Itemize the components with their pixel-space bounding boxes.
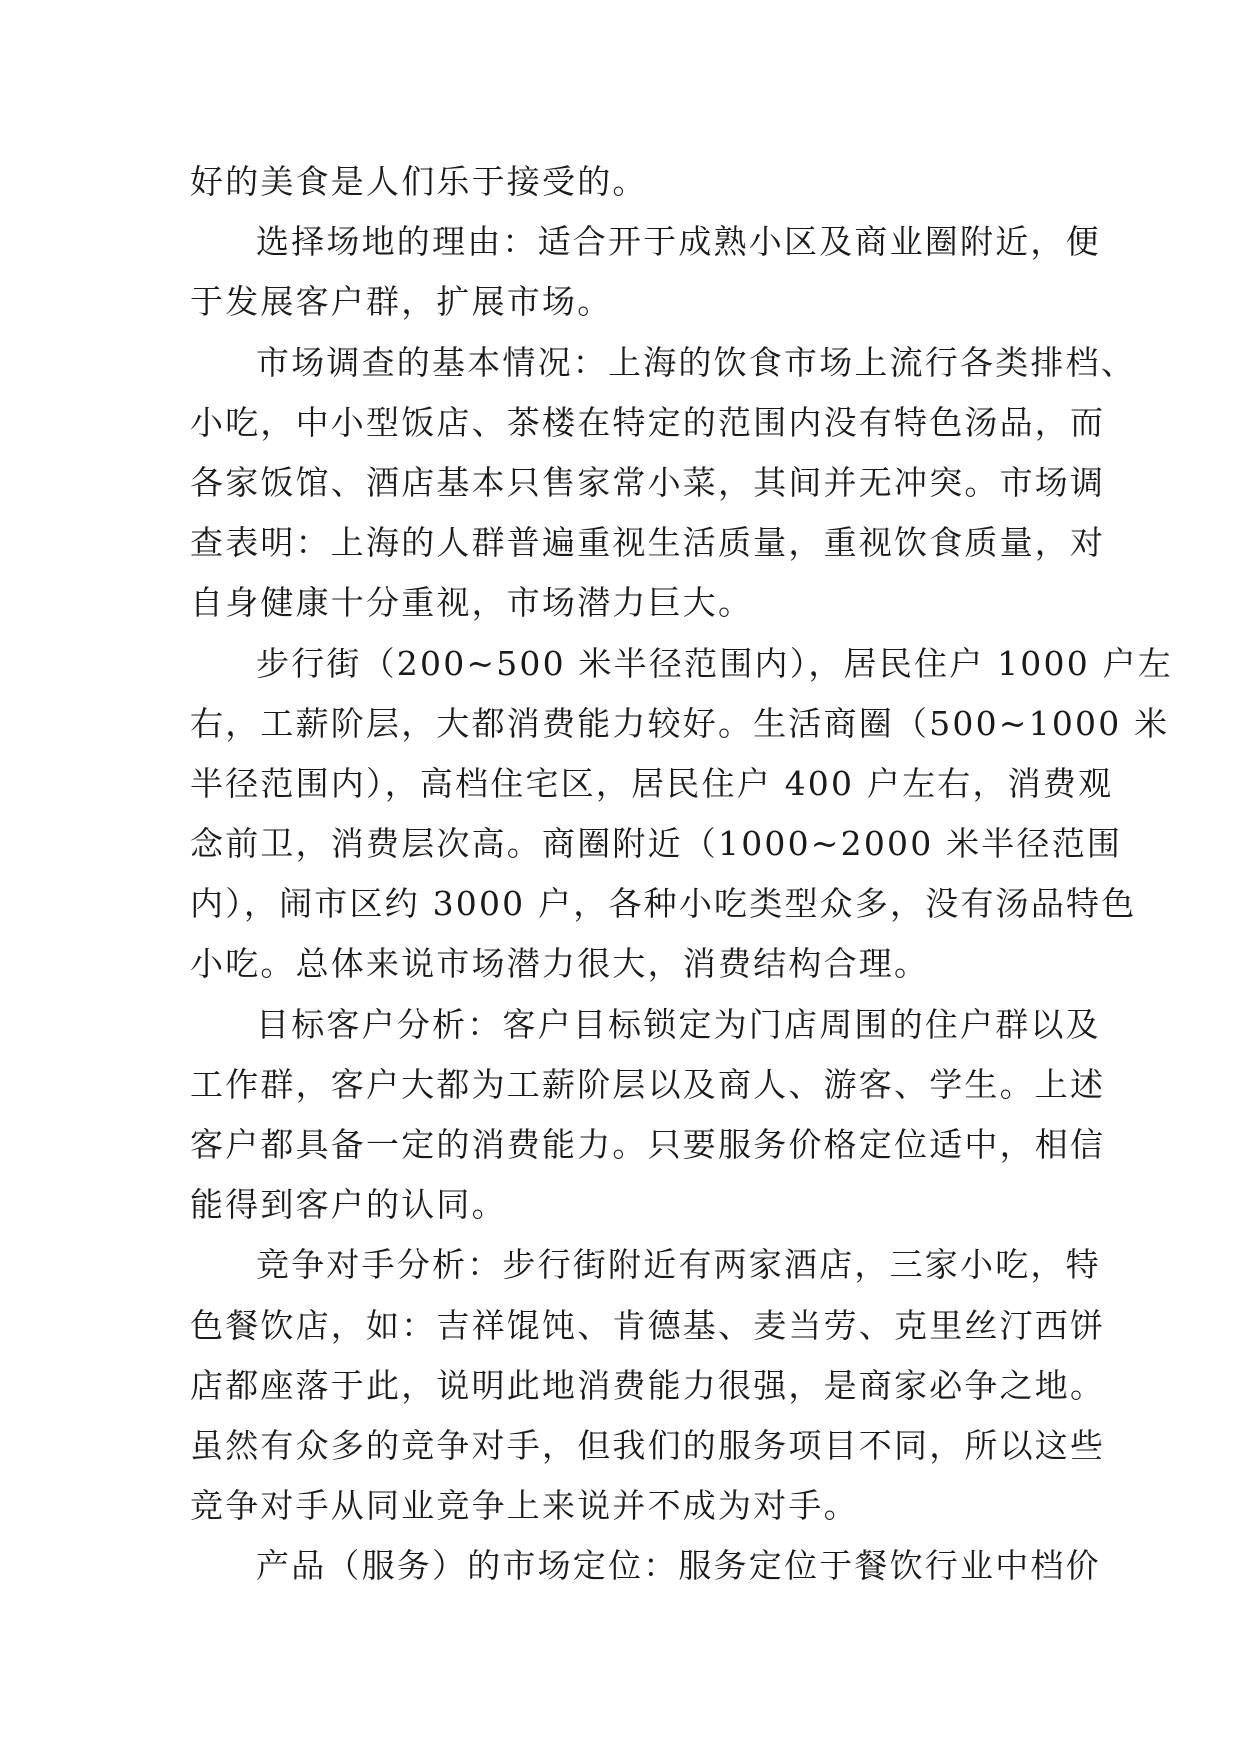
paragraph-first-line: 目标客户分析：客户目标锁定为门店周围的住户群以及 [256, 1004, 1101, 1044]
text-line: 内），闹市区约 3000 户，各种小吃类型众多，没有汤品特色 [190, 884, 1137, 924]
paragraph-first-line: 产品（服务）的市场定位：服务定位于餐饮行业中档价 [256, 1546, 1101, 1586]
paragraph-first-line: 竞争对手分析：步行街附近有两家酒店，三家小吃，特 [256, 1245, 1101, 1285]
text-line: 各家饭馆、酒店基本只售家常小菜，其间并无冲突。市场调 [190, 462, 1106, 502]
paragraph-first-line: 市场调查的基本情况：上海的饮食市场上流行各类排档、 [256, 342, 1136, 382]
text-line: 色餐饮店，如：吉祥馄饨、肯德基、麦当劳、克里丝汀西饼 [190, 1305, 1106, 1345]
text-line: 好的美食是人们乐于接受的。 [190, 162, 648, 201]
text-line: 于发展客户群，扩展市场。 [190, 282, 613, 322]
text-line: 查表明：上海的人群普遍重视生活质量，重视饮食质量，对 [190, 523, 1106, 563]
text-line: 竞争对手从同业竞争上来说并不成为对手。 [190, 1486, 859, 1526]
text-line: 小吃。总体来说市场潜力很大，消费结构合理。 [190, 944, 930, 984]
document-body [190, 152, 1173, 1597]
text-line: 店都座落于此，说明此地消费能力很强，是商家必争之地。 [190, 1365, 1106, 1405]
paragraph-first-line: 步行街（200~500 米半径范围内），居民住户 1000 户左 [256, 643, 1173, 683]
text-line: 虽然有众多的竞争对手，但我们的服务项目不同，所以这些 [190, 1425, 1106, 1465]
text-line: 念前卫，消费层次高。商圈附近（1000~2000 米半径范围 [190, 824, 1123, 864]
text-line: 自身健康十分重视，市场潜力巨大。 [190, 583, 754, 623]
text-line: 工作群，客户大都为工薪阶层以及商人、游客、学生。上述 [190, 1064, 1106, 1104]
text-line: 客户都具备一定的消费能力。只要服务价格定位适中，相信 [190, 1125, 1106, 1164]
text-line: 半径范围内），高档住宅区，居民住户 400 户左右，消费观 [190, 763, 1114, 803]
text-line: 小吃，中小型饭店、茶楼在特定的范围内没有特色汤品，而 [190, 402, 1106, 442]
text-line: 能得到客户的认同。 [190, 1185, 507, 1225]
text-line: 右，工薪阶层，大都消费能力较好。生活商圈（500~1000 米 [190, 703, 1170, 743]
paragraph-first-line: 选择场地的理由：适合开于成熟小区及商业圈附近，便 [256, 222, 1101, 262]
